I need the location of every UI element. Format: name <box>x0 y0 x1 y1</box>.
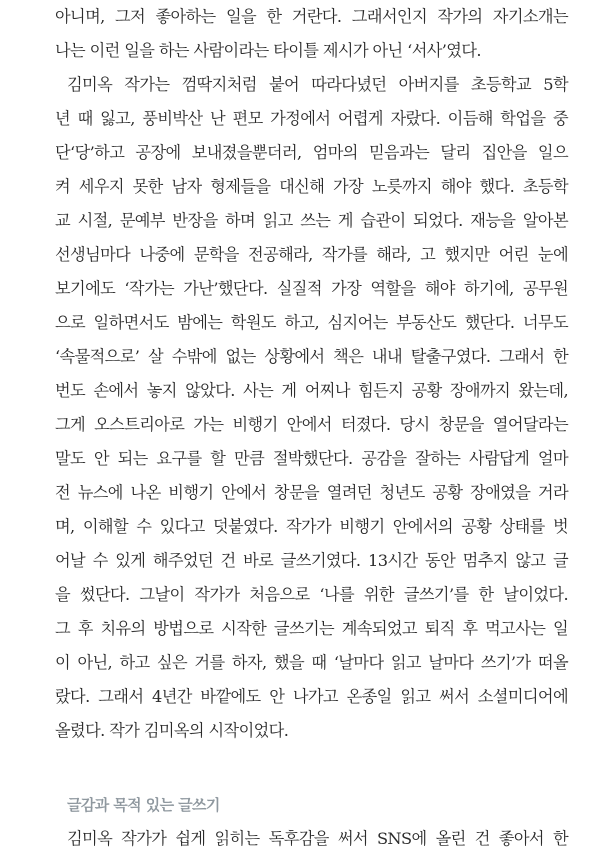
text-line: 나는 이런 일을 하는 사람이라는 타이틀 제시가 아닌 ‘서사’였다. <box>55 41 481 60</box>
paragraph-section-start <box>55 822 568 856</box>
text-line: 으로 일하면서도 밤에는 학원도 하고, 심지어는 부동산도 했단다. 너무도 <box>55 313 568 332</box>
text-line: 김미옥 작가는 껌딱지처럼 붙어 따라다녔던 아버지를 초등학교 5학 <box>67 75 568 94</box>
text-line: 전 뉴스에 나온 비행기 안에서 창문을 열려던 청년도 공황 장애였을 거라 <box>55 483 568 502</box>
document-page <box>55 0 568 856</box>
text-line: 그 후 치유의 방법으로 시작한 글쓰기는 계속되었고 퇴직 후 먹고사는 일 <box>55 619 568 638</box>
text-line: 말도 안 되는 요구를 할 만큼 절박했단다. 공감을 잘하는 사람답게 얼마 <box>55 449 568 468</box>
text-line: 이 아닌, 하고 싶은 거를 하자, 했을 때 ‘날마다 읽고 날마다 쓰기’가 떠올 <box>55 653 568 672</box>
section-spacer <box>55 748 568 788</box>
text-line: 번도 손에서 놓지 않았다. 사는 게 어찌나 힘든지 공황 장애까지 왔는데, <box>55 381 568 400</box>
text-line: 김미옥 작가가 쉽게 읽히는 독후감을 써서 SNS에 올린 건 좋아서 한 <box>67 829 568 848</box>
text-line: 교 시절, 문예부 반장을 하며 읽고 쓰는 게 습관이 되었다. 재능을 알아본 <box>55 211 568 230</box>
section-heading: 글감과 목적 있는 글쓰기 <box>67 796 220 814</box>
text-line: 랐다. 그래서 4년간 바깥에도 안 나가고 온종일 읽고 써서 소셜미디어에 <box>55 687 568 706</box>
paragraph-biography <box>55 68 568 748</box>
text-line: 을 썼단다. 그날이 작가가 처음으로 ‘나를 위한 글쓰기’를 한 날이었다. <box>55 585 568 604</box>
paragraph-continuation <box>55 0 568 68</box>
text-line: 올렸다. 작가 김미옥의 시작이었다. <box>55 721 289 740</box>
text-line: 어날 수 있게 해주었던 건 바로 글쓰기였다. 13시간 동안 멈추지 않고 글 <box>55 551 568 570</box>
text-line: 아니며, 그저 좋아하는 일을 한 거란다. 그래서인지 작가의 자기소개는 <box>55 7 568 26</box>
text-line: 며, 이해할 수 있다고 덧붙였다. 작가가 비행기 안에서의 공황 상태를 벗 <box>55 517 568 536</box>
text-line: 년 때 잃고, 풍비박산 난 편모 가정에서 어렵게 자랐다. 이듬해 학업을 중 <box>55 109 568 128</box>
text-line: ‘속물적으로’ 살 수밖에 없는 상황에서 책은 내내 탈출구였다. 그래서 한 <box>55 347 568 366</box>
text-line: 켜 세우지 못한 남자 형제들을 대신해 가장 노릇까지 해야 했다. 초등학 <box>55 177 568 196</box>
text-line: 그게 오스트리아로 가는 비행기 안에서 터졌다. 당시 창문을 열어달라는 <box>55 415 568 434</box>
text-line: 보기에도 ‘작가는 가난’했단다. 실질적 가장 역할을 해야 하기에, 공무원 <box>55 279 568 298</box>
text-line: 선생님마다 나중에 문학을 전공해라, 작가를 해라, 고 했지만 어린 눈에 <box>55 245 568 264</box>
text-line: 단‘당’하고 공장에 보내졌을뿐더러, 엄마의 믿음과는 달리 집안을 일으 <box>55 143 568 162</box>
